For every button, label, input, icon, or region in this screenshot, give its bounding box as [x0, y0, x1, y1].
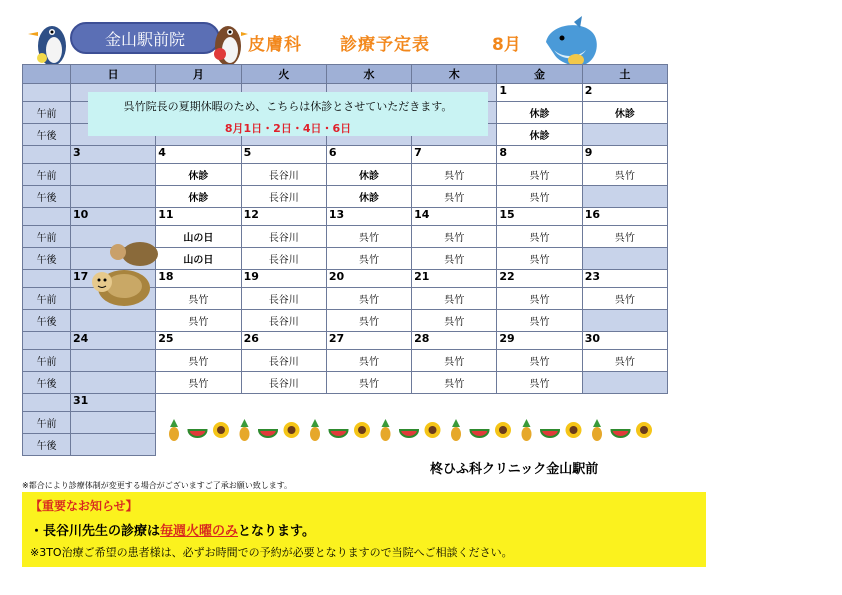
row-label-blank [23, 270, 71, 288]
day-number: 22 [497, 270, 582, 288]
week-5-am [23, 350, 668, 372]
weekday-wed: 水 [326, 65, 411, 84]
day-number: 31 [71, 394, 156, 412]
week-2-pm [23, 186, 668, 208]
sunflower-icon [425, 422, 441, 438]
schedule-cell: 呉竹 [412, 310, 497, 332]
schedule-cell: 呉竹 [412, 288, 497, 310]
sunflower-icon [213, 422, 229, 438]
schedule-cell: 休診 [497, 102, 582, 124]
watermelon-icon [541, 430, 559, 437]
schedule-cell: 長谷川 [241, 310, 326, 332]
week-6-days [23, 394, 668, 412]
row-label-am: 午前 [23, 164, 71, 186]
schedule-cell: 呉竹 [497, 350, 582, 372]
day-number: 13 [326, 208, 411, 226]
day-number [156, 394, 241, 412]
row-label-blank [23, 208, 71, 226]
weekday-fri: 金 [497, 65, 582, 84]
schedule-cell: 山の日 [156, 226, 241, 248]
schedule-cell [71, 372, 156, 394]
schedule-cell [71, 412, 156, 434]
schedule-cell: 呉竹 [412, 248, 497, 270]
schedule-cell: 山の日 [156, 248, 241, 270]
day-number: 23 [582, 270, 667, 288]
schedule-cell: 呉竹 [582, 164, 667, 186]
schedule-cell: 呉竹 [582, 288, 667, 310]
row-label-am: 午前 [23, 226, 71, 248]
schedule-cell [582, 310, 667, 332]
week-2-days [23, 146, 668, 164]
watermelon-icon [259, 430, 277, 437]
week-4-pm [23, 310, 668, 332]
schedule-cell [582, 372, 667, 394]
holiday-notice [88, 92, 488, 136]
sunflower-icon [566, 422, 582, 438]
watermelon-icon [612, 430, 630, 437]
row-label-pm: 午後 [23, 434, 71, 456]
pineapple-icon [240, 419, 250, 441]
day-number: 26 [241, 332, 326, 350]
day-number: 17 [71, 270, 156, 288]
sunflower-icon [354, 422, 370, 438]
important-notice-box [22, 492, 706, 567]
schedule-cell: 長谷川 [241, 226, 326, 248]
schedule-cell: 呉竹 [412, 164, 497, 186]
pineapple-icon [451, 419, 461, 441]
holiday-notice-text: 呉竹院長の夏期休暇のため、こちらは休診とさせていただきます。 [123, 100, 453, 113]
weekday-header-row [23, 65, 668, 84]
schedule-cell: 長谷川 [241, 186, 326, 208]
day-number: 19 [241, 270, 326, 288]
day-number: 8 [497, 146, 582, 164]
schedule-cell: 呉竹 [497, 186, 582, 208]
schedule-cell: 呉竹 [156, 310, 241, 332]
day-number: 11 [156, 208, 241, 226]
weekday-sat: 土 [582, 65, 667, 84]
schedule-cell: 呉竹 [497, 372, 582, 394]
fruit-decoration-strip [162, 416, 662, 444]
day-number: 18 [156, 270, 241, 288]
schedule-cell: 呉竹 [412, 372, 497, 394]
schedule-cell [582, 186, 667, 208]
clinic-name-badge: 金山駅前院 [70, 22, 220, 54]
row-label-pm: 午後 [23, 372, 71, 394]
day-number: 14 [412, 208, 497, 226]
row-label-pm: 午後 [23, 186, 71, 208]
day-number: 1 [497, 84, 582, 102]
row-label-am: 午前 [23, 288, 71, 310]
schedule-cell: 長谷川 [241, 372, 326, 394]
row-label-am: 午前 [23, 102, 71, 124]
schedule-cell [71, 350, 156, 372]
important-line-suffix: となります。 [238, 524, 315, 539]
weekday-tue: 火 [241, 65, 326, 84]
holiday-notice-dates: 8月1日・2日・4日・6日 [224, 122, 352, 135]
day-number: 9 [582, 146, 667, 164]
turtle-illustration [88, 236, 168, 312]
schedule-cell: 呉竹 [326, 372, 411, 394]
week-5-pm [23, 372, 668, 394]
row-label-blank [23, 394, 71, 412]
schedule-cell [582, 248, 667, 270]
watermelon-icon [471, 430, 489, 437]
watermelon-icon [330, 430, 348, 437]
pineapple-icon [381, 419, 391, 441]
day-number [582, 394, 667, 412]
schedule-cell: 休診 [497, 124, 582, 146]
schedule-cell: 呉竹 [412, 226, 497, 248]
week-3-days [23, 208, 668, 226]
row-label-am: 午前 [23, 412, 71, 434]
schedule-cell: 呉竹 [156, 288, 241, 310]
day-number: 30 [582, 332, 667, 350]
row-label-pm: 午後 [23, 248, 71, 270]
day-number: 6 [326, 146, 411, 164]
row-label-blank [23, 332, 71, 350]
schedule-cell [582, 124, 667, 146]
important-line-3to: ※3TO治療ご希望の患者様は、必ずお時間での予約が必要となりますので当院へご相談ください。 [30, 546, 513, 559]
week-5-days [23, 332, 668, 350]
day-number [497, 394, 582, 412]
schedule-cell: 休診 [326, 186, 411, 208]
schedule-cell: 呉竹 [326, 248, 411, 270]
day-number: 15 [497, 208, 582, 226]
row-label-blank [23, 84, 71, 102]
penguin-mascot-left [26, 18, 72, 68]
schedule-cell: 休診 [156, 164, 241, 186]
schedule-cell: 呉竹 [156, 350, 241, 372]
schedule-cell: 呉竹 [582, 350, 667, 372]
pineapple-icon [169, 419, 179, 441]
schedule-cell: 休診 [582, 102, 667, 124]
schedule-cell: 呉竹 [326, 350, 411, 372]
pineapple-icon [522, 419, 532, 441]
schedule-cell: 呉竹 [326, 310, 411, 332]
sunflower-icon [495, 422, 511, 438]
schedule-cell: 呉竹 [497, 288, 582, 310]
watermelon-icon [189, 430, 207, 437]
pineapple-icon [310, 419, 320, 441]
day-number: 29 [497, 332, 582, 350]
schedule-cell: 呉竹 [156, 372, 241, 394]
schedule-cell [71, 310, 156, 332]
watermelon-icon [400, 430, 418, 437]
row-label-blank [23, 146, 71, 164]
day-number: 28 [412, 332, 497, 350]
day-number: 5 [241, 146, 326, 164]
important-line-emphasis: 毎週火曜のみ [160, 524, 239, 539]
day-number: 2 [582, 84, 667, 102]
day-number: 3 [71, 146, 156, 164]
weekday-mon: 月 [156, 65, 241, 84]
day-number [412, 394, 497, 412]
calendar-title: 診療予定表 [340, 35, 430, 55]
schedule-cell: 呉竹 [497, 310, 582, 332]
day-number [326, 394, 411, 412]
day-number [241, 394, 326, 412]
row-label-pm: 午後 [23, 124, 71, 146]
day-number: 25 [156, 332, 241, 350]
department-title: 皮膚科 [248, 35, 302, 55]
schedule-cell: 呉竹 [497, 248, 582, 270]
schedule-cell: 長谷川 [241, 164, 326, 186]
schedule-cell: 呉竹 [412, 186, 497, 208]
schedule-cell: 呉竹 [326, 288, 411, 310]
day-number: 21 [412, 270, 497, 288]
schedule-cell: 長谷川 [241, 248, 326, 270]
weekday-corner [23, 65, 71, 84]
schedule-cell: 休診 [156, 186, 241, 208]
day-number: 10 [71, 208, 156, 226]
schedule-cell: 呉竹 [582, 226, 667, 248]
important-heading: 【重要なお知らせ】 [30, 499, 138, 513]
row-label-am: 午前 [23, 350, 71, 372]
schedule-cell: 呉竹 [497, 164, 582, 186]
week-2-am [23, 164, 668, 186]
day-number: 24 [71, 332, 156, 350]
pineapple-icon [592, 419, 602, 441]
day-number: 4 [156, 146, 241, 164]
weekday-thu: 木 [412, 65, 497, 84]
weekday-sun: 日 [71, 65, 156, 84]
day-number: 20 [326, 270, 411, 288]
month-label: 8月 [492, 35, 521, 55]
day-number: 27 [326, 332, 411, 350]
schedule-cell: 長谷川 [241, 350, 326, 372]
row-label-pm: 午後 [23, 310, 71, 332]
schedule-change-note: ※都合により診療体制が変更する場合がございますご了承お願い致します。 [22, 481, 293, 490]
schedule-cell: 休診 [326, 164, 411, 186]
sunflower-icon [284, 422, 300, 438]
day-number: 16 [582, 208, 667, 226]
sunflower-icon [636, 422, 652, 438]
schedule-cell [71, 164, 156, 186]
day-number: 12 [241, 208, 326, 226]
day-number: 7 [412, 146, 497, 164]
schedule-cell [71, 434, 156, 456]
important-line-prefix: ・長谷川先生の診療は [30, 524, 161, 539]
schedule-cell: 呉竹 [412, 350, 497, 372]
important-line-hasegawa [30, 520, 315, 539]
penguin-mascot-right [208, 18, 248, 68]
schedule-cell: 長谷川 [241, 288, 326, 310]
schedule-cell: 呉竹 [497, 226, 582, 248]
schedule-cell [71, 186, 156, 208]
clinic-footer-name: 柊ひふ科クリニック金山駅前 [430, 462, 599, 477]
schedule-cell: 呉竹 [326, 226, 411, 248]
